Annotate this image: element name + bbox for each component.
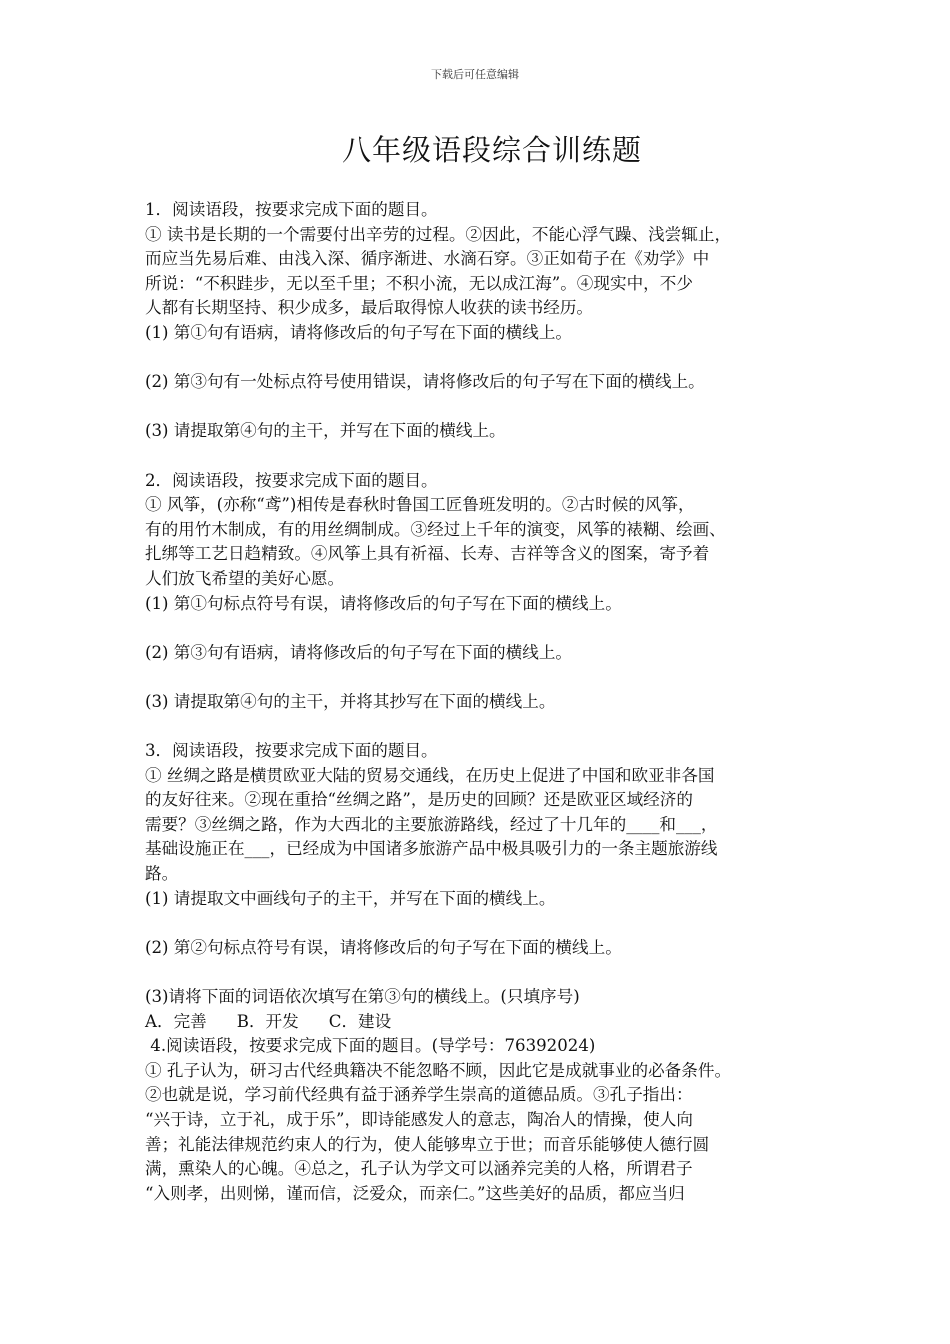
answer-space <box>145 346 813 371</box>
sub-question: (1) 第①句有语病，请将修改后的句子写在下面的横线上。 <box>145 322 573 342</box>
sub-question: (1) 请提取文中画线句子的主干，并写在下面的横线上。 <box>145 888 556 908</box>
sub-question: (3) 请提取第④句的主干，并写在下面的横线上。 <box>145 421 506 441</box>
question-2-heading: 2．阅读语段，按要求完成下面的题目。 <box>145 470 438 490</box>
sub-question: (2) 第③句有一处标点符号使用错误，请将修改后的句子写在下面的横线上。 <box>145 372 705 392</box>
passage-line: 善；礼能法律规范约束人的行为，使人能够卑立于世；而音乐能够使人德行圆 <box>145 1134 710 1154</box>
passage-line: ① 孔子认为，研习古代经典籍决不能忽略不顾，因此它是成就事业的必备条件。 <box>145 1060 732 1080</box>
option-c: C．建设 <box>328 1011 392 1031</box>
passage-line: 基础设施正在___，已经成为中国诸多旅游产品中极具吸引力的一条主题旅游线 <box>145 839 718 859</box>
passage-line: ① 丝绸之路是横贯欧亚大陆的贸易交通线，在历史上促进了中国和欧亚非各国 <box>145 765 715 785</box>
question-2 <box>145 469 813 740</box>
option-b: B．开发 <box>236 1011 299 1031</box>
passage-line: ②也就是说，学习前代经典有益于涵养学生崇高的道德品质。③孔子指出： <box>145 1085 693 1105</box>
passage-line: 的友好往来。②现在重拾“丝绸之路”，是历史的回顾？还是欧亚区域经济的 <box>145 790 693 810</box>
passage-line: 扎绑等工艺日趋精致。④风筝上具有祈福、长寿、吉祥等含义的图案，寄予着 <box>145 544 710 564</box>
answer-space <box>145 616 813 641</box>
page-header: 下载后可任意编辑 <box>431 68 519 81</box>
answer-space <box>145 395 813 420</box>
question-4 <box>145 1034 813 1206</box>
passage-line: 而应当先易后难、由浅入深、循序渐进、水滴石穿。③正如荀子在《劝学》中 <box>145 249 710 269</box>
passage-line: ① 风筝，(亦称“鸢”)相传是春秋时鲁国工匠鲁班发明的。②古时候的风筝， <box>145 495 695 515</box>
passage-line: 所说：“不积跬步，无以至千里；不积小流，无以成江海”。④现实中，不少 <box>145 273 693 293</box>
answer-space <box>145 444 813 469</box>
option-a: A．完善 <box>145 1011 207 1031</box>
passage-line: 满，熏染人的心魄。④总之，孔子认为学文可以涵养完美的人格，所谓君子 <box>145 1159 693 1179</box>
passage-line: 需要？③丝绸之路，作为大西北的主要旅游路线，经过了十几年的____和___， <box>145 814 718 834</box>
question-1 <box>145 198 813 469</box>
document-title: 八年级语段综合训练题 <box>341 133 642 167</box>
document-body <box>145 198 813 1206</box>
question-1-heading: 1．阅读语段，按要求完成下面的题目。 <box>145 200 438 219</box>
answer-space <box>145 665 813 690</box>
answer-space <box>145 960 813 985</box>
passage-line: 路。 <box>145 864 179 884</box>
passage-line: “兴于诗，立于礼，成于乐”，即诗能感发人的意志，陶冶人的情操，使人向 <box>145 1109 693 1129</box>
passage-line: 人们放飞希望的美好心愿。 <box>145 568 345 588</box>
passage-line: 人都有长期坚持、积少成多，最后取得惊人收获的读书经历。 <box>145 298 594 318</box>
sub-question: (3)请将下面的词语依次填写在第③句的横线上。(只填序号) <box>145 987 580 1006</box>
answer-space <box>145 714 813 739</box>
sub-question: (3) 请提取第④句的主干，并将其抄写在下面的横线上。 <box>145 691 556 711</box>
sub-question: (2) 第③句有语病，请将修改后的句子写在下面的横线上。 <box>145 642 573 662</box>
passage-line: “入则孝，出则悌，谨而信，泛爱众，而亲仁。”这些美好的品质，都应当归 <box>145 1183 685 1203</box>
question-3-heading: 3．阅读语段，按要求完成下面的题目。 <box>145 741 438 761</box>
passage-line: ① 读书是长期的一个需要付出辛劳的过程。②因此，不能心浮气躁、浅尝辄止， <box>145 224 732 244</box>
option-list <box>145 1010 813 1035</box>
sub-question: (1) 第①句标点符号有误，请将修改后的句子写在下面的横线上。 <box>145 593 622 613</box>
sub-question: (2) 第②句标点符号有误，请将修改后的句子写在下面的横线上。 <box>145 937 622 957</box>
question-3 <box>145 739 813 1034</box>
question-4-heading: 4.阅读语段，按要求完成下面的题目。(导学号：76392024) <box>145 1036 596 1056</box>
passage-line: 有的用竹木制成，有的用丝绸制成。③经过上千年的演变，风筝的裱糊、绘画、 <box>145 519 726 539</box>
answer-space <box>145 911 813 936</box>
